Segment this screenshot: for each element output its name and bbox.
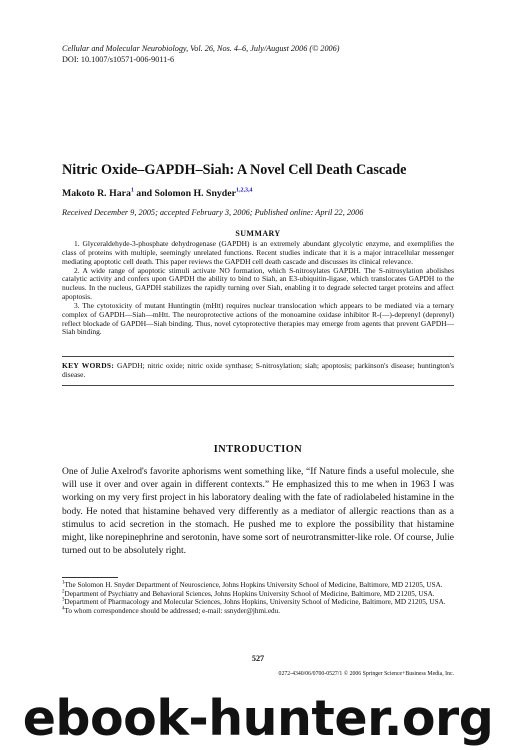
author-conjunction: and <box>133 188 155 199</box>
keywords-text: GAPDH; nitric oxide; nitric oxide synthase; S-nitrosylation; siah; apoptosis; parkinson's disease; huntington's disease. <box>62 361 454 379</box>
footnote-divider <box>62 577 118 578</box>
page-number: 527 <box>251 654 265 663</box>
footnote-text: Department of Pharmacology and Molecular Sciences, Johns Hopkins, University School of Medicine, Baltimore, MD 21205, USA. <box>64 598 446 607</box>
footnote <box>62 598 454 607</box>
section-heading: INTRODUCTION <box>213 444 303 455</box>
footnotes <box>62 581 454 615</box>
summary-paragraph: 1. Glyceraldehyde-3-phosphate dehydrogenase (GAPDH) is an extremely abundant glycolytic enzyme, and exemplifies the class of proteins with multiple, seemingly unrelated functions. Recent studies indicate that it is a major intracellular messenger mediating apoptotic cell death. This paper reviews the GAPDH cell death cascade and discusses its clinical relevance. <box>62 239 454 266</box>
footnote-text: The Solomon H. Snyder Department of Neuroscience, Johns Hopkins University School of Medicine, Baltimore, MD 21205, USA. <box>64 581 443 589</box>
footnote-text: To whom correspondence should be addressed; e-mail: ssnyder@jhmi.edu. <box>64 606 280 615</box>
divider <box>62 356 454 357</box>
summary-paragraph: 2. A wide range of apoptotic stimuli activate NO formation, which S-nitrosylates GAPDH. The S-nitrosylation abolishes catalytic activity and confers upon GAPDH the ability to bind to Siah, an E3-ubiquitin-ligase, which translocates GAPDH to the nucleus. In the nucleus, GAPDH stabilizes the rapidly turning over Siah, enabling it to degrade selected target proteins and affect apoptosis. <box>62 265 454 302</box>
author-name: Solomon H. Snyder <box>154 188 236 199</box>
copyright-line: 0272-4340/06/0700-0527/1 © 2006 Springer Science+Business Media, Inc. <box>278 671 454 677</box>
footnote-text: Department of Psychiatry and Behavioral Sciences, Johns Hopkins University School of Medicine, Baltimore, MD 21205, USA. <box>64 589 435 598</box>
footnote-number: 1 <box>62 580 65 586</box>
footnote-number: 4 <box>62 606 65 612</box>
keywords-label: KEY WORDS: <box>62 361 115 370</box>
footnote-number: 3 <box>62 597 65 603</box>
footnote-number: 2 <box>62 589 65 595</box>
footnote <box>62 607 454 616</box>
journal-citation: Cellular and Molecular Neurobiology, Vol. 26, Nos. 4–6, July/August 2006 (© 2006) <box>62 44 340 53</box>
author-line <box>62 188 252 200</box>
body-text <box>62 466 454 558</box>
affiliation-ref-link[interactable]: 1,2,3,4 <box>235 187 253 194</box>
footnote <box>62 590 454 599</box>
affiliation-ref-link[interactable]: 1 <box>130 187 134 194</box>
watermark: ebook-hunter.org <box>22 690 494 747</box>
keywords-block <box>62 362 454 380</box>
article-title: Nitric Oxide–GAPDH–Siah: A Novel Cell Death Cascade <box>62 162 407 178</box>
footnote <box>62 581 454 590</box>
author-name: Makoto R. Hara <box>62 188 131 199</box>
divider <box>62 385 454 386</box>
doi-line: DOI: 10.1007/s10571-006-9011-6 <box>62 55 175 64</box>
body-paragraph: One of Julie Axelrod's favorite aphorisms went something like, “If Nature finds a useful molecule, she will use it over and over again in different contexts.” He emphasized this to me when in 1963 I was working on my very first project in his laboratory dealing with the fate of radiolabeled histamine in the body. He noted that histamine behaved very differently as a mediator of allergic reactions than as a stimulus to acid secretion in the stomach. He pushed me to explore the possibility that histamine might, like norepinephrine and serotonin, have some sort of neurotransmitter-like role. Of course, Julie turned out to be absolutely right. <box>62 467 454 557</box>
summary-paragraph: 3. The cytotoxicity of mutant Huntingtin (mHtt) requires nuclear translocation which appears to be mediated via a ternary complex of GAPDH—Siah—mHtt. The neuroprotective actions of the monoamine oxidase inhibitor R-(—)-deprenyl (deprenyl) reflect blockade of GAPDH—Siah binding. Thus, novel cytoprotective therapies may emerge from agents that prevent GAPDH—Siah binding. <box>62 300 454 337</box>
received-dates: Received December 9, 2005; accepted February 3, 2006; Published online: April 22, 2006 <box>62 208 364 217</box>
summary-heading: SUMMARY <box>235 229 281 238</box>
summary-body <box>62 240 454 337</box>
